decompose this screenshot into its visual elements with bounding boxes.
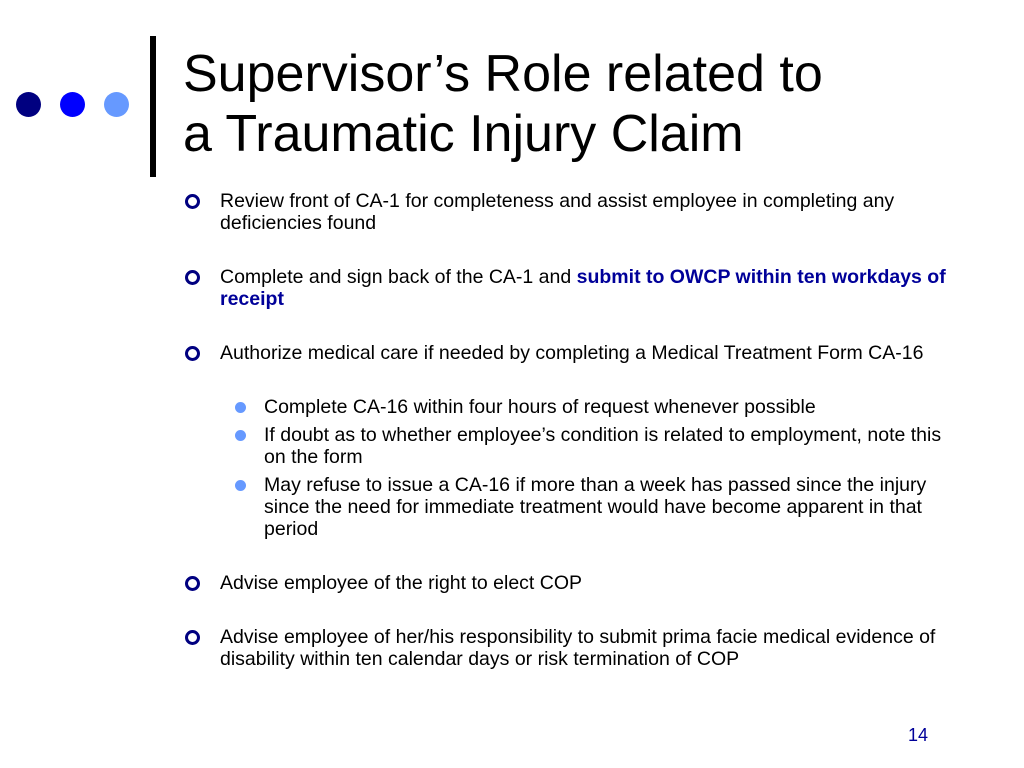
bullet-text: Complete and sign back of the CA-1 and <box>220 266 577 288</box>
slide-body <box>185 190 955 670</box>
bullet-item <box>185 572 955 594</box>
bullet-item <box>185 266 955 310</box>
dot-bullet-icon <box>235 402 246 413</box>
ring-bullet-icon <box>185 346 200 361</box>
dot-bullet-icon <box>235 480 246 491</box>
sub-bullet-text: May refuse to issue a CA-16 if more than a week has passed since the injury since the need for immediate treatment would have become apparent in that period <box>264 474 927 540</box>
ring-bullet-icon <box>185 270 200 285</box>
slide-title <box>183 44 983 164</box>
sub-bullet-item <box>185 396 955 418</box>
bullet-text: Advise employee of the right to elect COP <box>220 572 583 594</box>
bullet-item <box>185 342 955 364</box>
sub-bullet-text: Complete CA-16 within four hours of request whenever possible <box>264 396 816 418</box>
dot-bullet-icon <box>235 430 246 441</box>
ring-bullet-icon <box>185 194 200 209</box>
decorative-dots <box>16 92 136 118</box>
ring-bullet-icon <box>185 630 200 645</box>
sub-bullet-text: If doubt as to whether employee’s condition is related to employment, note this on the form <box>264 424 942 468</box>
slide-title-line-2: a Traumatic Injury Claim <box>183 105 744 163</box>
title-divider-bar <box>150 36 156 177</box>
bullet-item <box>185 626 955 670</box>
slide-title-line-1: Supervisor’s Role related to <box>183 45 823 103</box>
bullet-text: Review front of CA-1 for completeness and assist employee in completing any deficiencies found <box>220 190 895 234</box>
sub-bullet-item <box>185 474 955 540</box>
dot-icon <box>60 92 85 117</box>
dot-icon <box>16 92 41 117</box>
sub-bullet-item <box>185 424 955 468</box>
bullet-item <box>185 190 955 234</box>
bullet-text: Authorize medical care if needed by completing a Medical Treatment Form CA-16 <box>220 342 924 364</box>
page-number: 14 <box>908 725 929 745</box>
ring-bullet-icon <box>185 576 200 591</box>
bullet-emphasis-text: submit to OWCP within ten workdays of receipt <box>220 266 946 310</box>
bullet-text: Advise employee of her/his responsibility to submit prima facie medical evidence of disability within ten calendar days or risk termination of COP <box>220 626 936 670</box>
dot-icon <box>104 92 129 117</box>
